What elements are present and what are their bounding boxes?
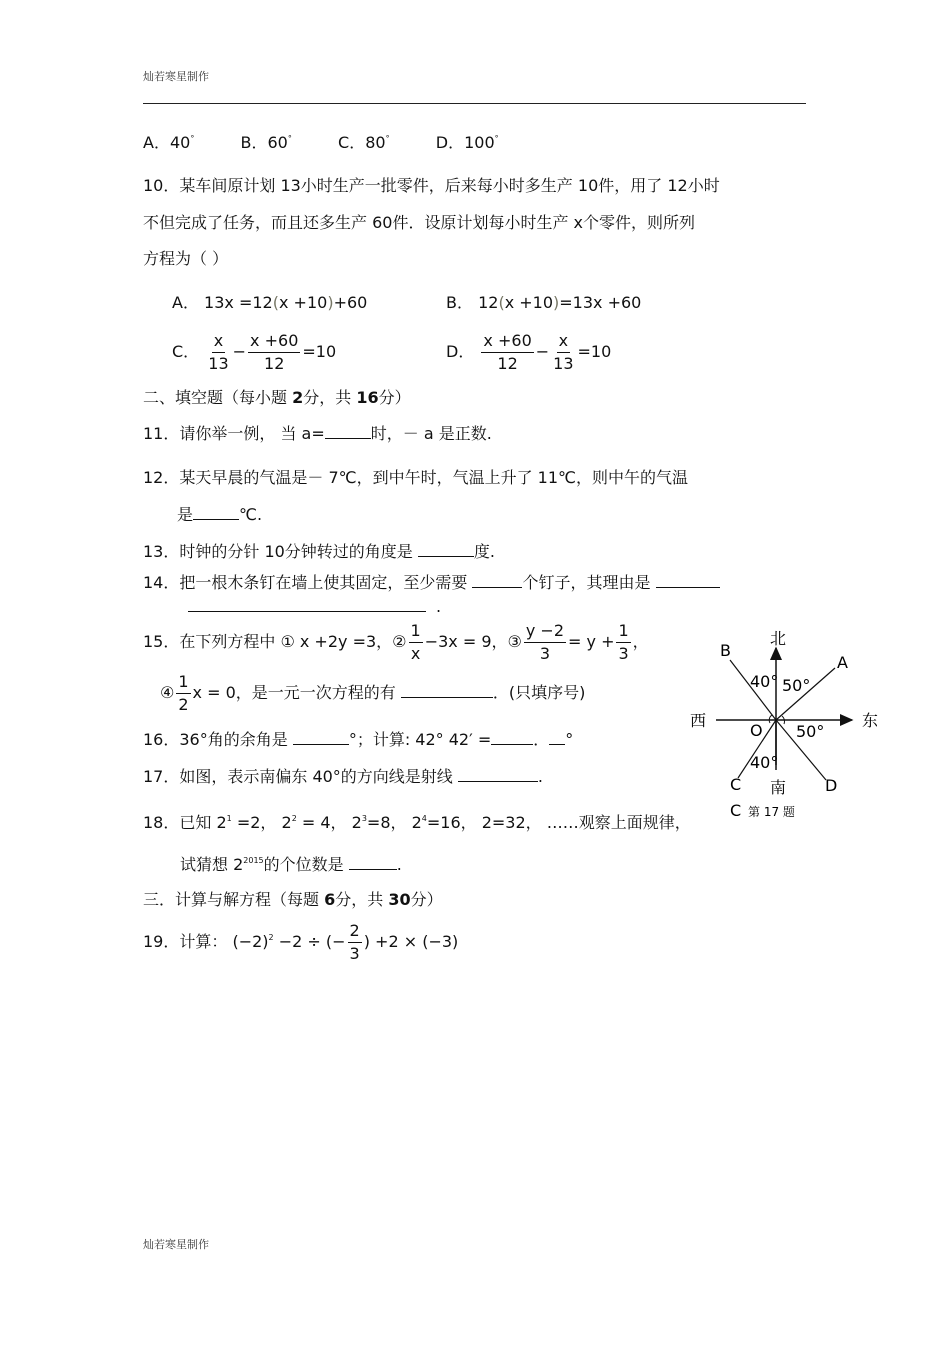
numerator: x <box>212 332 225 353</box>
numerator: x +60 <box>481 332 533 353</box>
exponent: 4 <box>421 814 427 823</box>
question-text: ， <box>632 632 649 651</box>
q10-line3: 方程为（ ） <box>143 249 229 268</box>
fraction <box>348 922 362 963</box>
point-b-label: B <box>720 641 731 660</box>
fraction <box>551 332 575 373</box>
q10-option-c <box>172 332 336 373</box>
degree-mark: ° <box>494 134 499 143</box>
compass-direction-figure <box>680 620 890 830</box>
degree-mark: ° <box>190 134 195 143</box>
denominator: 12 <box>497 354 518 373</box>
question-text: 14．把一根木条钉在墙上使其固定，至少需要 <box>143 573 473 592</box>
question-text: . <box>396 855 402 874</box>
exponent: 3 <box>361 814 367 823</box>
question-text: ． <box>533 730 550 749</box>
denominator: 3 <box>539 644 551 663</box>
question-text: 13．时钟的分针 10分钟转过的角度是 <box>143 542 418 561</box>
question-text: . <box>537 767 543 786</box>
fraction <box>524 622 566 663</box>
q12-line1: 12．某天早晨的气温是－ 7℃，到中午时，气温上升了 11℃，则中午的气温 <box>143 468 689 487</box>
east-label: 东 <box>862 711 879 730</box>
point-d-label: D <box>825 776 838 795</box>
minus: − <box>535 342 550 361</box>
minus: − <box>232 342 247 361</box>
section-title-part: 三．计算与解方程（每题 <box>143 890 325 909</box>
equation-part: +60 <box>333 293 368 312</box>
degree-mark: ° <box>385 134 390 143</box>
question-text: 17．如图，表示南偏东 40°的方向线是射线 <box>143 767 458 786</box>
fraction <box>481 332 533 373</box>
option-b-value: 60 <box>267 133 288 152</box>
total-points: 30 <box>388 890 411 909</box>
q9-options <box>143 133 499 156</box>
fraction <box>616 622 630 663</box>
question-text: 19．计算： (−2) <box>143 932 269 951</box>
option-label: C． <box>172 342 200 361</box>
option-c-label: C． <box>338 133 366 152</box>
question-text: 是 <box>177 505 194 524</box>
question-text: ℃. <box>239 505 263 524</box>
q15-line2 <box>160 673 585 714</box>
paren: ) <box>327 293 334 312</box>
question-text: 16．36°角的余角是 <box>143 730 293 749</box>
numerator: 1 <box>616 622 630 643</box>
denominator: 13 <box>208 354 229 373</box>
q10-option-d <box>446 332 611 373</box>
denominator: 2 <box>178 695 189 714</box>
q18-line2 <box>180 855 402 878</box>
answer-blank[interactable] <box>401 683 493 698</box>
angle-label-sc: 40° <box>750 753 779 772</box>
section2-title <box>143 388 411 408</box>
equation-part: =13x +60 <box>559 293 642 312</box>
question-text: = y + <box>568 632 615 651</box>
answer-blank[interactable] <box>458 767 538 782</box>
question-text: 15．在下列方程中 ① x +2y =3，② <box>143 632 407 651</box>
q14-line1 <box>143 573 720 593</box>
answer-blank[interactable] <box>325 424 371 439</box>
answer-blank[interactable] <box>656 573 720 588</box>
paren: ) <box>553 293 560 312</box>
point-a-label: A <box>837 653 848 672</box>
paren: ( <box>272 293 279 312</box>
option-label: B． <box>446 293 473 312</box>
q18-line1 <box>143 813 691 836</box>
denominator: 3 <box>618 644 629 663</box>
option-b-label: B． <box>240 133 268 152</box>
question-text: °；计算: 42° 42′ = <box>348 730 492 749</box>
equation-part: 13x =12 <box>204 293 273 312</box>
equation-part: =10 <box>577 342 612 361</box>
paren: ( <box>498 293 505 312</box>
angle-label-ed: 50° <box>796 722 825 741</box>
numerator: y −2 <box>524 622 566 643</box>
question-text: =8， 2 <box>366 813 422 832</box>
north-label: 北 <box>770 629 787 648</box>
header-rule <box>143 103 806 104</box>
numerator: x +60 <box>248 332 300 353</box>
numerator: 1 <box>176 673 190 694</box>
question-text: 18．已知 2 <box>143 813 227 832</box>
exponent: 2 <box>291 814 297 823</box>
answer-blank[interactable] <box>472 573 522 588</box>
caption-letter: C <box>730 801 742 820</box>
option-d-value: 100 <box>464 133 495 152</box>
question-text: −3x = 9，③ <box>424 632 522 651</box>
exponent: 2015 <box>243 856 264 865</box>
numerator: 1 <box>409 622 423 643</box>
section-title-part: 分，共 <box>335 890 389 909</box>
equation-part: =10 <box>302 342 337 361</box>
option-a-label: A． <box>143 133 170 152</box>
q15-line1 <box>143 622 649 663</box>
question-text: = 4， 2 <box>296 813 362 832</box>
section-title-part: 分，共 <box>303 388 357 407</box>
footer-text: 灿若寒星制作 <box>143 1238 209 1251</box>
answer-blank[interactable] <box>293 730 349 745</box>
question-text: =2， 2 <box>231 813 292 832</box>
question-text: 试猜想 2 <box>180 855 244 874</box>
option-d-label: D． <box>435 133 465 152</box>
question-text: . <box>436 597 442 616</box>
question-text: ) +2 × (−3) <box>363 932 459 951</box>
denominator: 12 <box>264 354 285 373</box>
answer-blank[interactable] <box>491 730 533 745</box>
fraction <box>409 622 423 663</box>
section-title-part: 分） <box>378 388 411 407</box>
fraction <box>248 332 300 373</box>
option-a-value: 40 <box>169 133 191 152</box>
answer-blank[interactable] <box>418 542 474 557</box>
q10-option-b <box>446 293 641 313</box>
origin-label: O <box>750 721 763 740</box>
equation-part: x +10 <box>504 293 554 312</box>
points: 6 <box>324 890 336 909</box>
q16 <box>143 730 573 750</box>
exponent: 2 <box>268 933 274 942</box>
west-label: 西 <box>690 711 707 730</box>
q12-line2 <box>177 505 262 525</box>
points: 2 <box>292 388 304 407</box>
equation-part: x +10 <box>278 293 328 312</box>
answer-blank[interactable] <box>349 855 397 870</box>
q14-line2 <box>188 597 441 617</box>
q10-line2: 不但完成了任务，而且还多生产 60件．设原计划每小时生产 x个零件，则所列 <box>143 213 696 232</box>
question-text: 个钉子，其理由是 <box>522 573 656 592</box>
section-title-part: 分） <box>410 890 443 909</box>
total-points: 16 <box>356 388 379 407</box>
angle-label-bn: 40° <box>750 672 779 691</box>
angle-label-na: 50° <box>782 676 811 695</box>
question-text: 的个位数是 <box>263 855 349 874</box>
south-label: 南 <box>770 778 787 797</box>
question-text: =16， 2=32， ……观察上面规律， <box>426 813 691 832</box>
answer-blank[interactable] <box>193 505 239 520</box>
section-title-part: 二、填空题（每小题 <box>143 388 293 407</box>
denominator: 13 <box>553 354 574 373</box>
figure-caption: 第 17 题 <box>748 805 795 819</box>
question-text: 11．请你举一例， 当 a= <box>143 424 325 443</box>
fraction <box>206 332 230 373</box>
q11 <box>143 424 492 444</box>
answer-blank[interactable] <box>549 730 565 745</box>
q17 <box>143 767 543 787</box>
q10-option-a <box>172 293 367 313</box>
option-label: D． <box>446 342 475 361</box>
question-text: 时，－ a 是正数. <box>370 424 492 443</box>
header-text: 灿若寒星制作 <box>143 70 209 83</box>
q19 <box>143 922 458 963</box>
point-c-label: C <box>730 775 742 794</box>
question-text: −2 ÷ (− <box>273 932 346 951</box>
option-label: A． <box>172 293 199 312</box>
question-text: 度. <box>473 542 495 561</box>
numerator: 2 <box>348 922 362 943</box>
q10-line1: 10．某车间原计划 13小时生产一批零件，后来每小时多生产 10件，用了 12小时 <box>143 176 720 195</box>
section3-title <box>143 890 443 910</box>
denominator: 3 <box>349 944 360 963</box>
question-text: ④ <box>160 683 175 702</box>
question-text: ．(只填序号) <box>492 683 586 702</box>
degree-mark: ° <box>287 134 292 143</box>
denominator: x <box>410 644 421 663</box>
q13 <box>143 542 495 562</box>
numerator: x <box>557 332 570 353</box>
question-text: x = 0，是一元一次方程的有 <box>192 683 401 702</box>
question-text: ° <box>565 730 574 749</box>
fraction <box>176 673 190 714</box>
answer-blank[interactable] <box>188 597 426 612</box>
option-c-value: 80 <box>365 133 386 152</box>
angle-arc <box>769 715 772 723</box>
equation-part: 12 <box>478 293 499 312</box>
exponent: 1 <box>226 814 232 823</box>
